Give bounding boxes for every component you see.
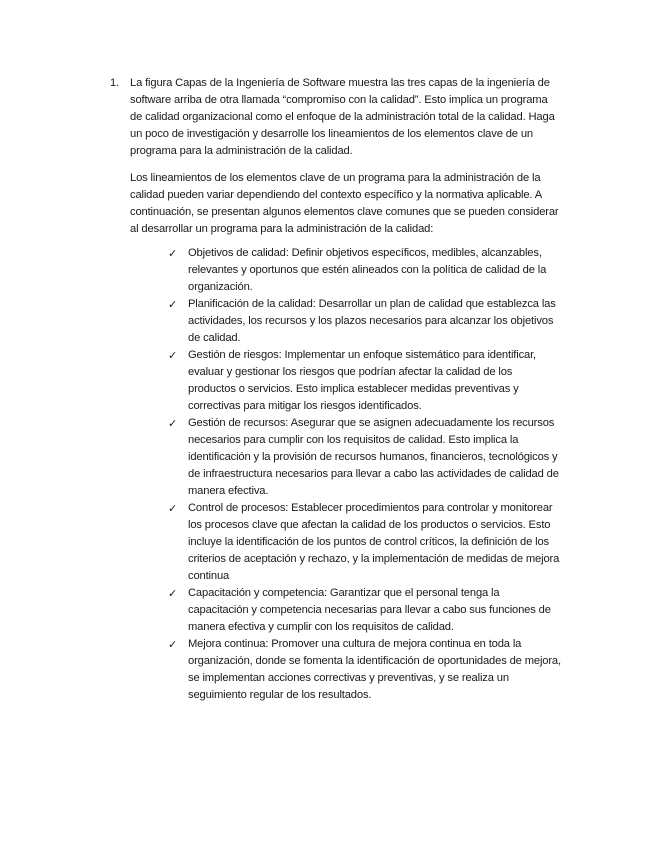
document-body <box>110 75 562 704</box>
checklist-item <box>168 245 562 296</box>
question-number: 1. <box>110 77 120 89</box>
check-mark-icon: ✓ <box>168 247 178 260</box>
checklist-item-text: Objetivos de calidad: Definir objetivos específicos, medibles, alcanzables, relevantes y oportunos que estén alineados con la política de calidad de la organización. <box>188 247 547 293</box>
checklist-item <box>168 296 562 347</box>
answer-intro-paragraph: Los lineamientos de los elementos clave de un programa para la administración de la calidad pueden variar dependiendo del contexto específico y la normativa aplicable. A continuación, se presentan algunos elementos clave comunes que se pueden considerar al desarrollar un programa para la administración de la calidad: <box>130 172 559 235</box>
checklist-item-text: Planificación de la calidad: Desarrollar un plan de calidad que establezca las actividades, los recursos y los plazos necesarios para alcanzar los objetivos de calidad. <box>188 298 556 344</box>
check-mark-icon: ✓ <box>168 349 178 362</box>
question-text: La figura Capas de la Ingeniería de Software muestra las tres capas de la ingeniería de software arriba de otra llamada “compromiso con la calidad”. Esto implica un programa de calidad organizacional como el enfoque de la administración total de la calidad. Haga un poco de investigación y desarrolle los lineamientos de los elementos clave de un programa para la administración de la calidad. <box>130 77 555 157</box>
checklist-item <box>168 347 562 415</box>
checklist-item <box>168 636 562 704</box>
answer-block <box>110 170 562 704</box>
check-mark-icon: ✓ <box>168 417 178 430</box>
check-mark-icon: ✓ <box>168 298 178 311</box>
checklist-item-text: Control de procesos: Establecer procedimientos para controlar y monitorear los procesos clave que afectan la calidad de los productos o servicios. Esto incluye la identificación de los puntos de control críticos, la definición de los criterios de aceptación y rechazo, y la implementación de medidas de mejora continua <box>188 502 560 582</box>
checklist-item <box>168 500 562 585</box>
checklist-item-text: Mejora continua: Promover una cultura de mejora continua en toda la organización, donde se fomenta la identificación de oportunidades de mejora, se implementan acciones correctivas y preventivas, y se realiza un seguimiento regular de los resultados. <box>188 638 561 701</box>
question-item <box>110 75 562 160</box>
key-elements-checklist <box>130 245 562 704</box>
check-mark-icon: ✓ <box>168 502 178 515</box>
checklist-item-text: Capacitación y competencia: Garantizar que el personal tenga la capacitación y competencia necesarias para llevar a cabo sus funciones de manera efectiva y cumplir con los requisitos de calidad. <box>188 587 551 633</box>
checklist-item <box>168 415 562 500</box>
check-mark-icon: ✓ <box>168 587 178 600</box>
checklist-item-text: Gestión de recursos: Asegurar que se asignen adecuadamente los recursos necesarios para cumplir con los requisitos de calidad. Esto implica la identificación y la provisión de recursos humanos, financieros, tecnológicos y de infraestructura necesarios para llevar a cabo las actividades de calidad de manera efectiva. <box>188 417 559 497</box>
checklist-item-text: Gestión de riesgos: Implementar un enfoque sistemático para identificar, evaluar y gestionar los riesgos que podrían afectar la calidad de los productos o servicios. Esto implica establecer medidas preventivas y correctivas para mitigar los riesgos identificados. <box>188 349 537 412</box>
check-mark-icon: ✓ <box>168 638 178 651</box>
checklist-item <box>168 585 562 636</box>
